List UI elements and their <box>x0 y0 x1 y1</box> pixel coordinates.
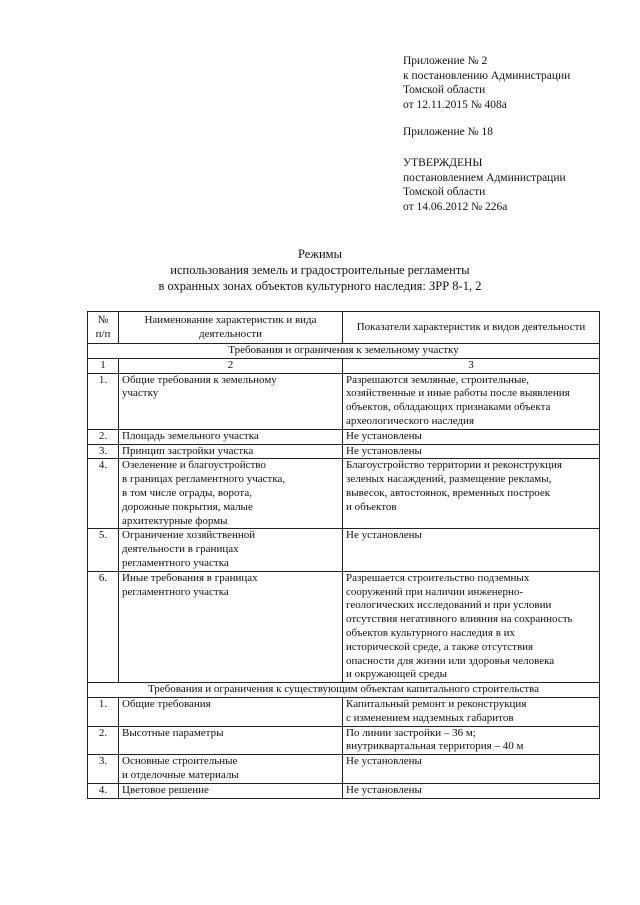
section-row <box>88 344 600 359</box>
document-title <box>0 246 640 294</box>
column-number: 2 <box>119 358 343 373</box>
row-value: Не установлены <box>343 429 600 444</box>
appendix-18: Приложение № 18 <box>403 126 493 138</box>
appendix-line: Приложение № 2 <box>403 55 488 67</box>
table-row <box>88 755 600 784</box>
row-name: Принцип застройки участка <box>119 444 343 459</box>
section-title: Требования и ограничения к существующим объектам капитального строительства <box>88 683 600 698</box>
regulations-table <box>87 311 600 799</box>
row-name: Цветовое решение <box>119 783 343 798</box>
row-number: 3. <box>88 755 119 784</box>
row-number: 4. <box>88 783 119 798</box>
row-number: 1. <box>88 697 119 726</box>
row-value: Не установлены <box>343 529 600 571</box>
row-value: Не установлены <box>343 755 600 784</box>
row-value: Не установлены <box>343 444 600 459</box>
approved-line: Томской области <box>403 186 486 198</box>
row-value: Капитальный ремонт и реконструкция с изменением надземных габаритов <box>343 697 600 726</box>
table-row <box>88 783 600 798</box>
row-number: 4. <box>88 459 119 529</box>
title-line-2: использования земель и градостроительные регламенты <box>170 263 470 277</box>
row-name: Общие требования <box>119 697 343 726</box>
table-row <box>88 571 600 682</box>
row-number: 1. <box>88 373 119 429</box>
approved-line: постановлением Администрации <box>403 171 566 184</box>
approved-header <box>403 156 566 214</box>
appendix-line: от 12.11.2015 № 408а <box>403 98 507 111</box>
row-value: По линии застройки – 36 м; внутриквартальная территория – 40 м <box>343 726 600 755</box>
row-name: Озеленение и благоустройство в границах регламентного участка, в том числе ограды, ворота, дорожные покрытия, малые архитектурные формы <box>119 459 343 529</box>
approved-line: от 14.06.2012 № 226а <box>403 200 508 213</box>
appendix-header <box>403 54 570 112</box>
row-number: 3. <box>88 444 119 459</box>
column-number: 1 <box>88 358 119 373</box>
approved-line: УТВЕРЖДЕНЫ <box>403 157 483 169</box>
row-value: Разрешается строительство подземных сооружений при наличии инженерно- геологических исследований и при условии отсутствия негативного влияния на сохранность объектов культурного наследия в их исторической среде, а также отсутствия опасности для жизни или здоровья человека и окружающей среды <box>343 571 600 682</box>
column-number: 3 <box>343 358 600 373</box>
row-value: Не установлены <box>343 783 600 798</box>
row-value: Благоустройство территории и реконструкция зеленых насаждений, размещение рекламы, вывесок, автостоянок, временных построек и объектов <box>343 459 600 529</box>
row-number: 2. <box>88 429 119 444</box>
table-row <box>88 459 600 529</box>
row-number: 5. <box>88 529 119 571</box>
table-row <box>88 529 600 571</box>
row-number: 2. <box>88 726 119 755</box>
header-name: Наименование характеристик и вида деятельности <box>119 312 343 344</box>
table-row <box>88 697 600 726</box>
column-number-row <box>88 358 600 373</box>
table-row <box>88 373 600 429</box>
appendix-line: к постановлению Администрации <box>403 69 571 82</box>
title-line-1: Режимы <box>298 247 342 261</box>
table-row <box>88 444 600 459</box>
row-name: Иные требования в границах регламентного участка <box>119 571 343 682</box>
table-header-row <box>88 312 600 344</box>
row-name: Основные строительные и отделочные материалы <box>119 755 343 784</box>
section-row <box>88 683 600 698</box>
appendix-line: Томской области <box>403 84 486 96</box>
table-row <box>88 429 600 444</box>
title-line-3: в охранных зонах объектов культурного наследия: ЗРР 8-1, 2 <box>158 279 482 293</box>
row-name: Высотные параметры <box>119 726 343 755</box>
row-name: Площадь земельного участка <box>119 429 343 444</box>
row-number: 6. <box>88 571 119 682</box>
header-num: № п/п <box>88 312 119 344</box>
header-indicators: Показатели характеристик и видов деятельности <box>343 312 600 344</box>
row-name: Общие требования к земельному участку <box>119 373 343 429</box>
section-title: Требования и ограничения к земельному участку <box>88 344 600 359</box>
row-value: Разрешаются земляные, строительные, хозяйственные и иные работы после выявления объектов, обладающих признаками объекта археологического наследия <box>343 373 600 429</box>
table-row <box>88 726 600 755</box>
row-name: Ограничение хозяйственной деятельности в границах регламентного участка <box>119 529 343 571</box>
